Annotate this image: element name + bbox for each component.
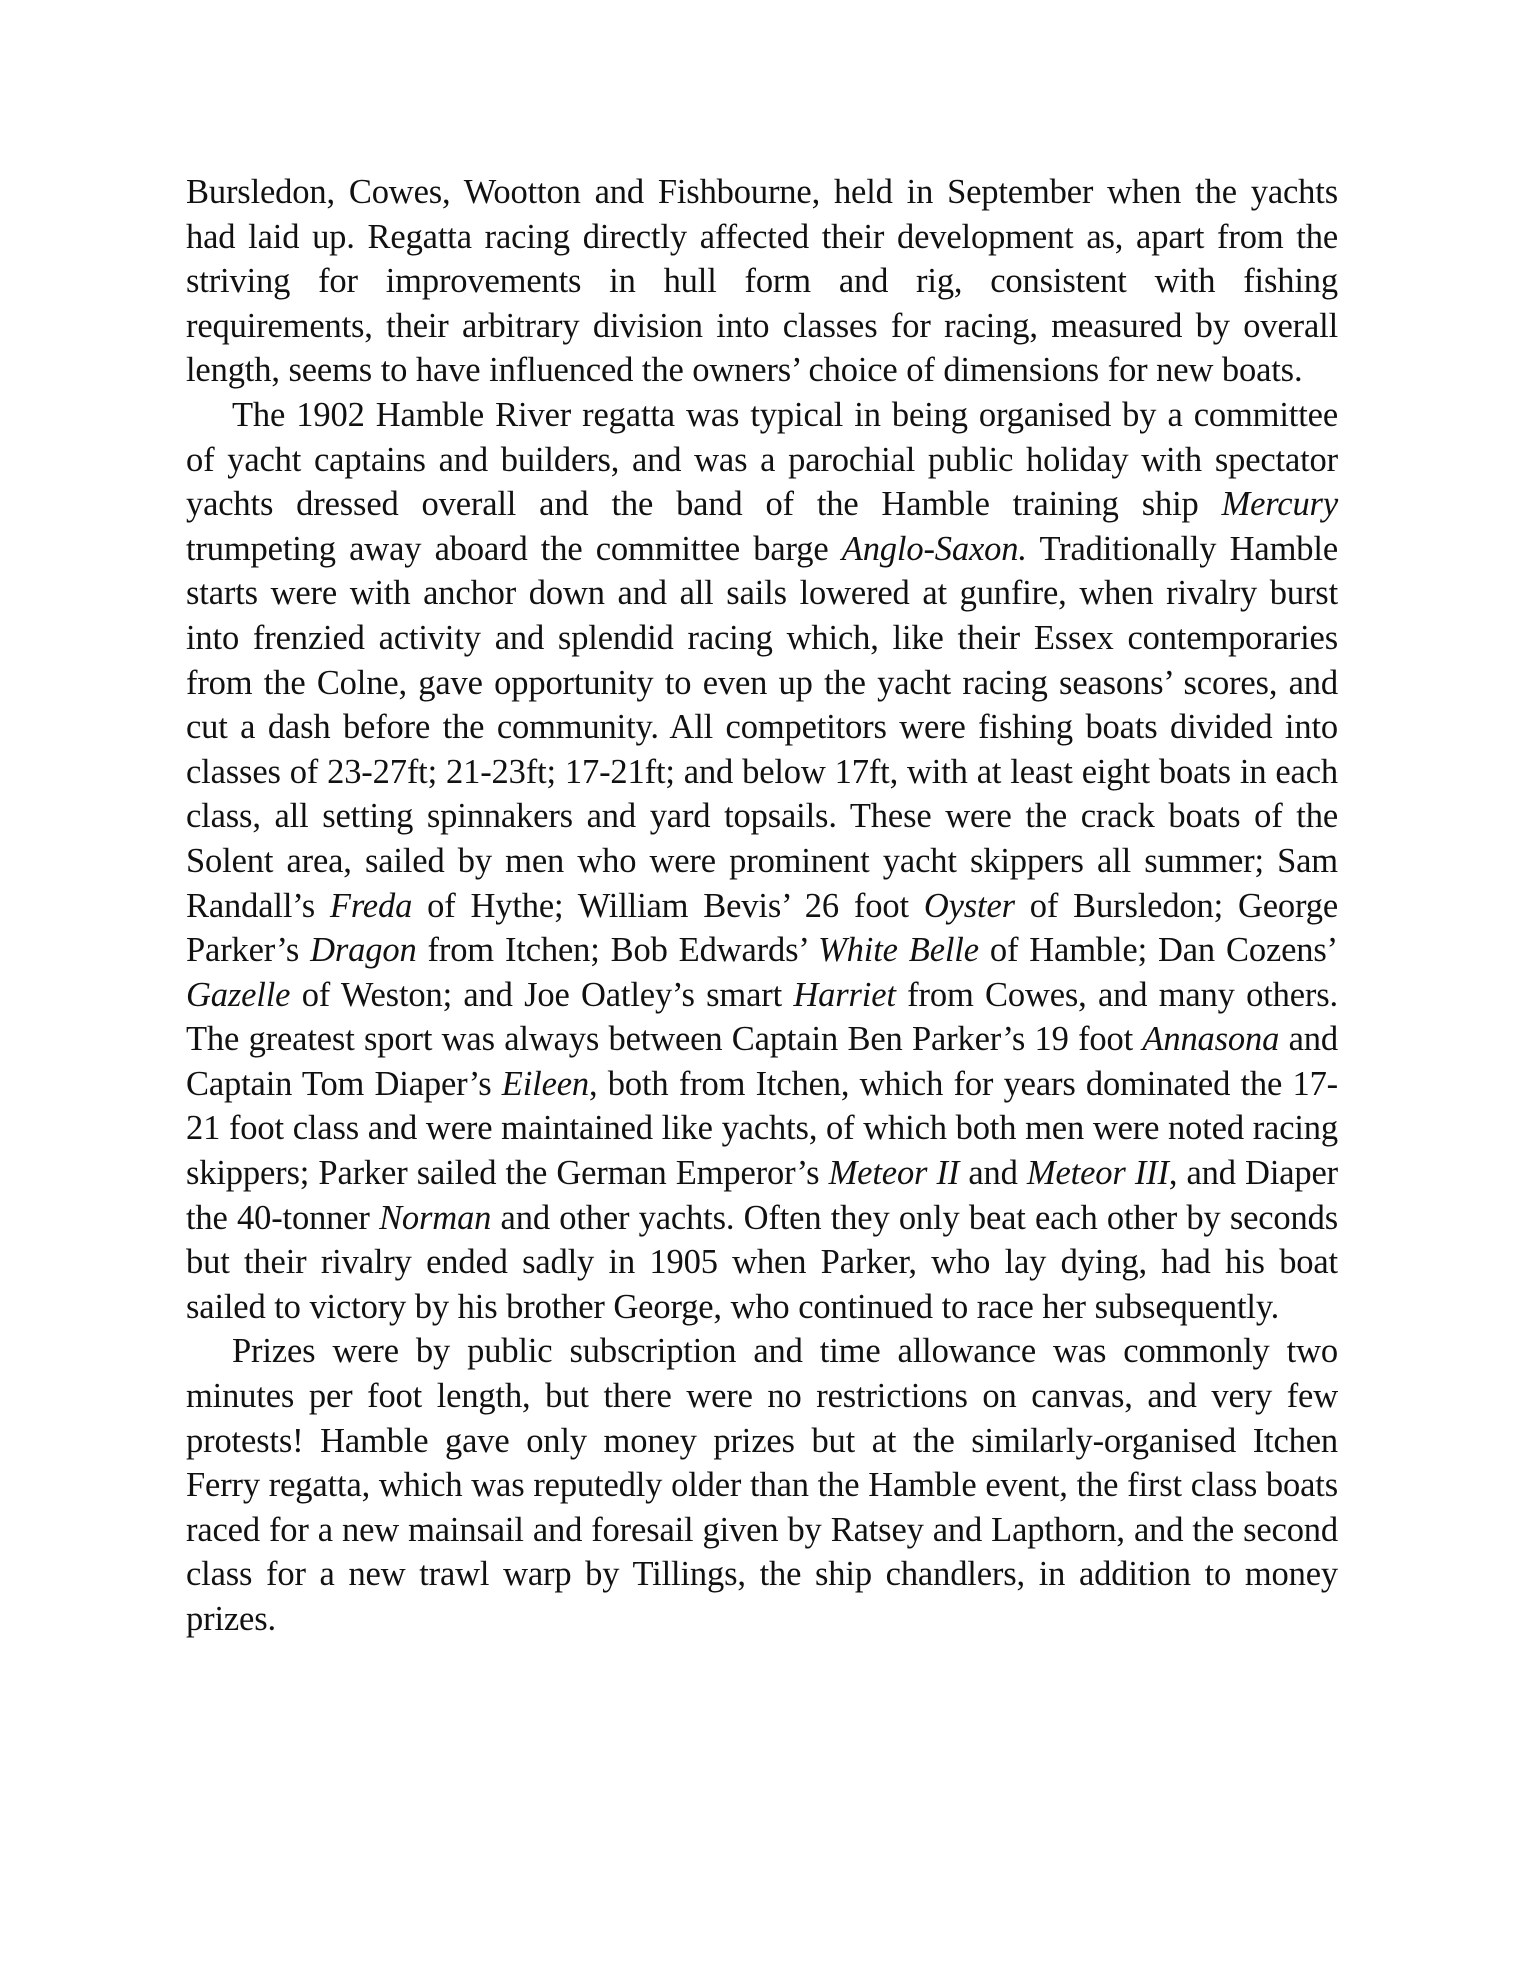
italic-vessel-name: Meteor III	[1026, 1154, 1169, 1193]
italic-vessel-name: Eileen	[501, 1064, 590, 1103]
body-text-run: of Bursledon; George Parker’s	[186, 886, 1338, 970]
italic-vessel-name: Dragon	[310, 931, 417, 970]
body-text-run: and other yachts. Often they only beat each other by seconds but their rivalry ended sadly in 1905 when Parker, who lay dying, had his boat sailed to victory by his brother George, who continued to race her subsequently.	[186, 1198, 1338, 1326]
body-text-run: The 1902 Hamble River regatta was typical in being organised by a committee of yacht captains and builders, and was a parochial public holiday with spectator yachts dressed overall and the band of the Hamble training ship	[186, 395, 1338, 524]
body-text-run: of Weston; and Joe Oatley’s smart	[290, 975, 794, 1014]
italic-vessel-name: Meteor II	[828, 1154, 960, 1193]
body-text-run: and	[959, 1154, 1027, 1193]
body-text-run: from Itchen; Bob Edwards’	[416, 931, 819, 970]
body-text-run: and Captain Tom Diaper’s	[186, 1020, 1338, 1103]
body-text-column	[186, 170, 1338, 1642]
paragraph-1: Bursledon, Cowes, Wootton and Fishbourne, held in September when the yachts had laid up. Regatta racing directly affected their development as, apart from the striving for improvements in hull form and rig, consistent with fishing requirements, their arbitrary division into classes for racing, measured by overall length, seems to have influenced the owners’ choice of dimensions for new boats.	[186, 173, 1338, 390]
body-text-run: Traditionally Hamble starts were with anchor down and all sails lowered at gunfire, when rivalry burst into frenzied activity and splendid racing which, like their Essex contemporaries from the Colne, gave opportunity to even up the yacht racing seasons’ scores, and cut a dash before the community. All competitors were fishing boats divided into classes of 23-27ft; 21-23ft; 17-21ft; and below 17ft, with at least eight boats in each class, all setting spinnakers and yard topsails. These were the crack boats of the Solent area, sailed by men who were prominent yacht skippers all summer; Sam Randall’s	[186, 529, 1338, 925]
body-text-run: , and Diaper the 40-tonner	[186, 1154, 1339, 1237]
body-text-run: of Hamble; Dan Cozens’	[978, 931, 1338, 970]
body-text-run: of Hythe; William Bevis’ 26 foot	[412, 886, 924, 925]
italic-vessel-name: Freda	[329, 886, 413, 925]
italic-vessel-name: Harriet	[793, 975, 896, 1014]
italic-vessel-name: Mercury	[1221, 485, 1338, 524]
italic-vessel-name: White Belle	[818, 931, 979, 970]
body-text-run: trumpeting away aboard the committee barge	[186, 529, 842, 568]
body-text-run: from Cowes, and many others. The greatest sport was always between Captain Ben Parker’s 19 foot	[186, 975, 1338, 1059]
italic-vessel-name: Gazelle	[186, 975, 291, 1014]
italic-vessel-name: Oyster	[923, 886, 1015, 925]
italic-vessel-name: Anglo-Saxon.	[841, 529, 1027, 568]
italic-vessel-name: Annasona	[1142, 1020, 1280, 1059]
paragraph-2	[186, 393, 1338, 1329]
body-text-run: , both from Itchen, which for years dominated the 17-21 foot class and were maintained like yachts, of which both men were noted racing skippers; Parker sailed the German Emperor’s	[186, 1064, 1339, 1193]
paragraph-3: Prizes were by public subscription and time allowance was commonly two minutes per foot length, but there were no restrictions on canvas, and very few protests! Hamble gave only money prizes but at the similarly-organised Itchen Ferry regatta, which was reputedly older than the Hamble event, the first class boats raced for a new mainsail and foresail given by Ratsey and Lapthorn, and the second class for a new trawl warp by Tillings, the ship chandlers, in addition to money prizes.	[186, 1332, 1338, 1638]
italic-vessel-name: Norman	[379, 1198, 492, 1237]
